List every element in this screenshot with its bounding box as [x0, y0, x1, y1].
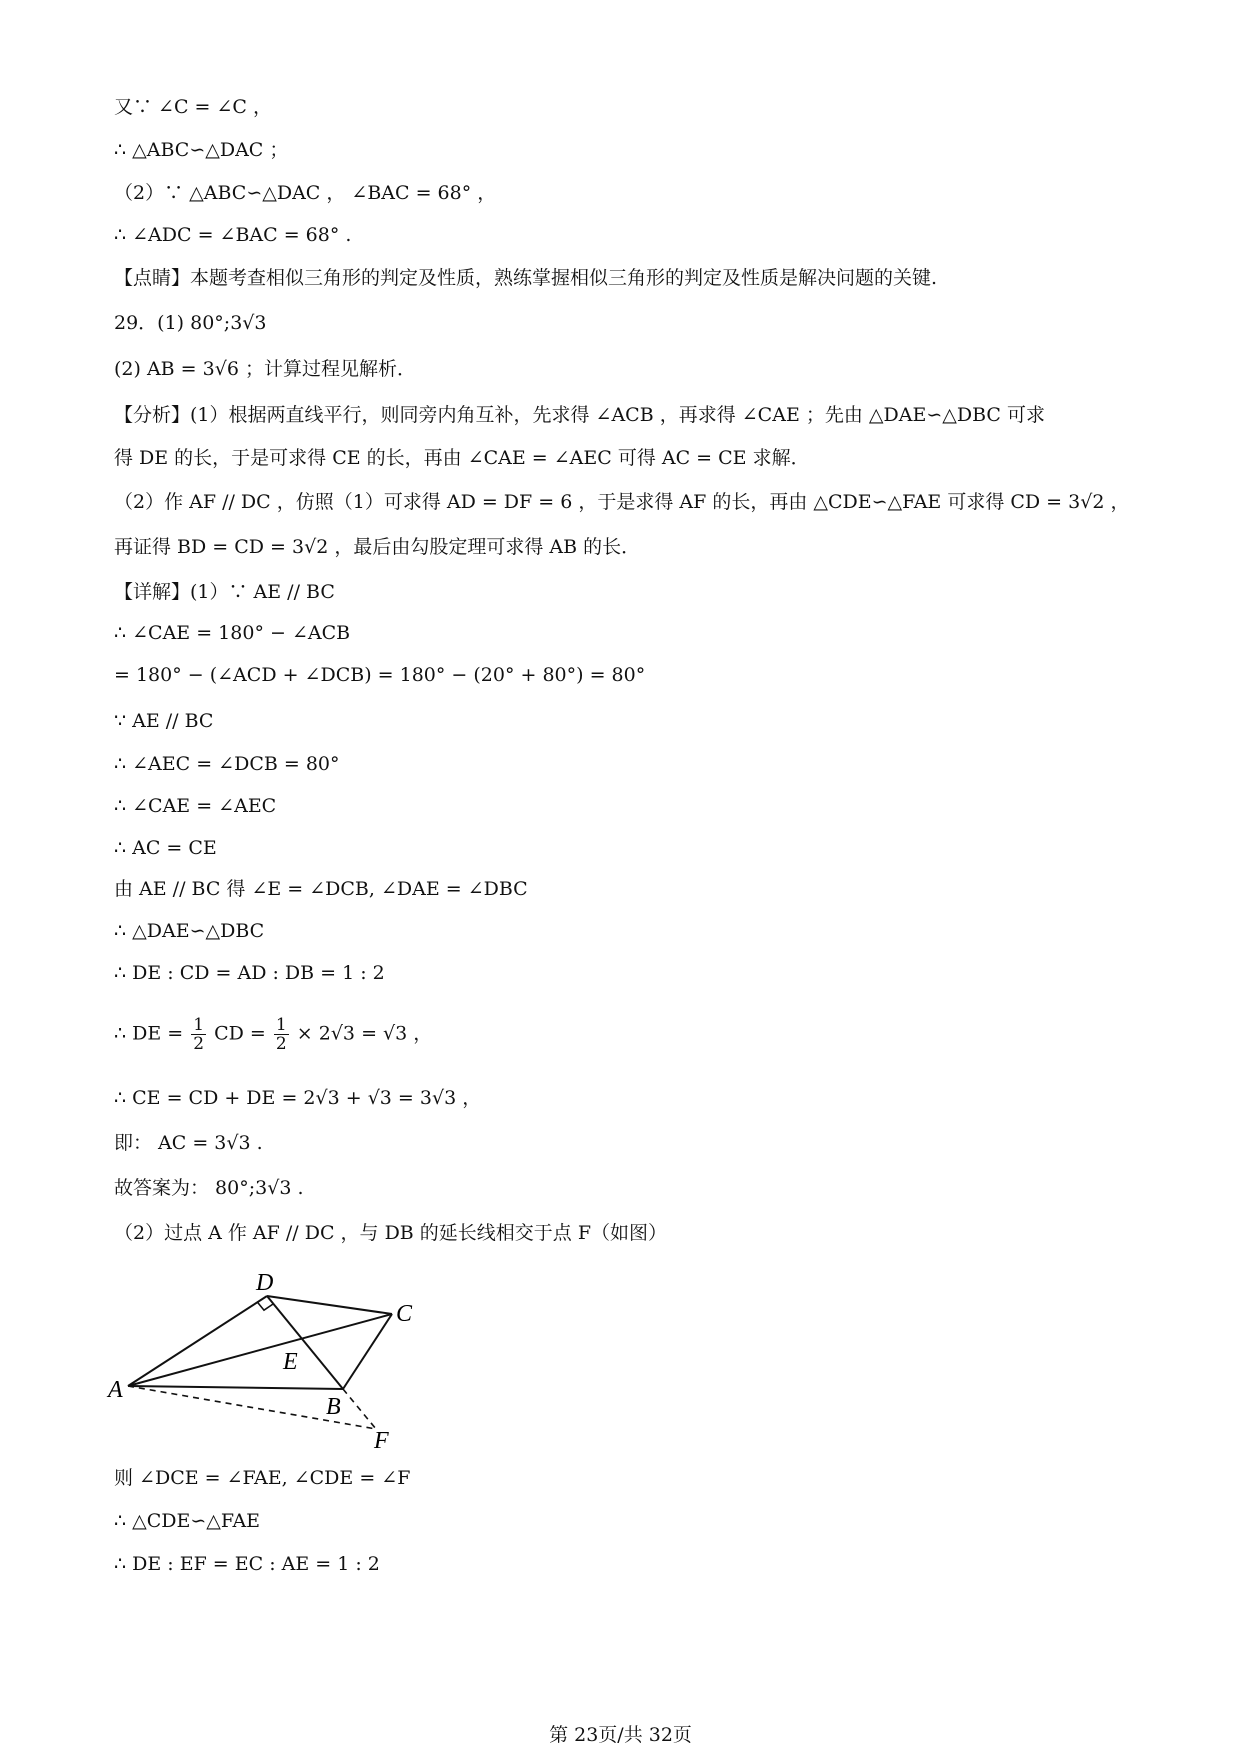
right-angle-mark — [258, 1302, 274, 1310]
detail-line-1: 【详解】(1）∵ AE // BC — [114, 581, 335, 603]
segment-bf-dashed — [343, 1389, 376, 1429]
de-fraction-line — [114, 1016, 1151, 1053]
text-line-3: （2）∵ △ABC∽△DAC ， ∠BAC = 68° ， — [114, 182, 497, 204]
text-line-1: 又∵ ∠C = ∠C ， — [114, 96, 272, 118]
detail-line-16: 则 ∠DCE = ∠FAE, ∠CDE = ∠F — [114, 1467, 411, 1489]
segment-ab — [128, 1386, 343, 1389]
page-number: 第 23页/共 32页 — [549, 1724, 692, 1746]
detail-line-8: 由 AE // BC 得 ∠E = ∠DCB, ∠DAE = ∠DBC — [114, 878, 528, 900]
segment-dc — [267, 1296, 392, 1314]
label-f: F — [374, 1428, 389, 1452]
detail-line-17: ∴ △CDE∽△FAE — [114, 1510, 261, 1532]
detail-line-12: ∴ CE = CD + DE = 2√3 + √3 = 3√3 ， — [114, 1087, 482, 1109]
answer-29-part1: 29．(1) 80°;3√3 — [114, 312, 267, 334]
de-prefix: ∴ DE = — [114, 1022, 184, 1045]
detail-line-7: ∴ AC = CE — [114, 837, 217, 859]
de-mid: CD = — [214, 1022, 266, 1045]
detail-line-5: ∴ ∠AEC = ∠DCB = 80° — [114, 753, 340, 775]
text-line-2: ∴ △ABC∽△DAC ； — [114, 139, 289, 161]
segment-db — [267, 1296, 343, 1389]
de-suffix: × 2√3 = √3 ， — [296, 1022, 433, 1045]
answer-29-part2: (2) AB = 3√6 ；计算过程见解析． — [114, 358, 416, 380]
commentary-line: 【点睛】本题考查相似三角形的判定及性质，熟练掌握相似三角形的判定及性质是解决问题的关键. — [114, 267, 938, 289]
geometry-figure — [104, 1262, 434, 1452]
fraction-one-half-2: $\frac{1}{2}$ — [275, 1015, 287, 1054]
detail-line-10: ∴ DE : CD = AD : DB = 1 : 2 — [114, 962, 385, 984]
label-a: A — [108, 1377, 123, 1403]
fraction-one-half: $\frac{1}{2}$ — [193, 1015, 205, 1054]
detail-line-4: ∵ AE // BC — [114, 710, 214, 732]
segment-ad — [128, 1296, 267, 1386]
label-e: E — [283, 1349, 298, 1375]
label-d: D — [256, 1270, 274, 1296]
detail-line-3: = 180° − (∠ACD + ∠DCB) = 180° − (20° + 80°) = 80° — [114, 664, 646, 686]
analysis-line-2: 得 DE 的长，于是可求得 CE 的长，再由 ∠CAE = ∠AEC 可得 AC = CE 求解． — [114, 447, 810, 469]
detail-line-9: ∴ △DAE∽△DBC — [114, 920, 265, 942]
detail-line-18: ∴ DE : EF = EC : AE = 1 : 2 — [114, 1553, 380, 1575]
analysis-line-3: （2）作 AF // DC ，仿照（1）可求得 AD = DF = 6 ，于是求得 AF 的长，再由 △CDE∽△FAE 可求得 CD = 3√2 ， — [114, 491, 1130, 513]
label-b: B — [326, 1394, 341, 1420]
analysis-line-1: 【分析】(1）根据两直线平行，则同旁内角互补，先求得 ∠ACB ，再求得 ∠CAE ；先由 △DAE∽△DBC 可求 — [114, 404, 1045, 426]
detail-line-13: 即： AC = 3√3 . — [114, 1132, 263, 1154]
detail-line-6: ∴ ∠CAE = ∠AEC — [114, 795, 277, 817]
label-c: C — [396, 1301, 413, 1327]
detail-line-15: （2）过点 A 作 AF // DC ，与 DB 的延长线相交于点 F（如图） — [114, 1222, 668, 1244]
text-line-4: ∴ ∠ADC = ∠BAC = 68° . — [114, 224, 352, 246]
analysis-line-4: 再证得 BD = CD = 3√2 ，最后由勾股定理可求得 AB 的长． — [114, 536, 641, 558]
detail-line-2: ∴ ∠CAE = 180° − ∠ACB — [114, 622, 351, 644]
detail-line-14: 故答案为： 80°;3√3 . — [114, 1177, 304, 1199]
